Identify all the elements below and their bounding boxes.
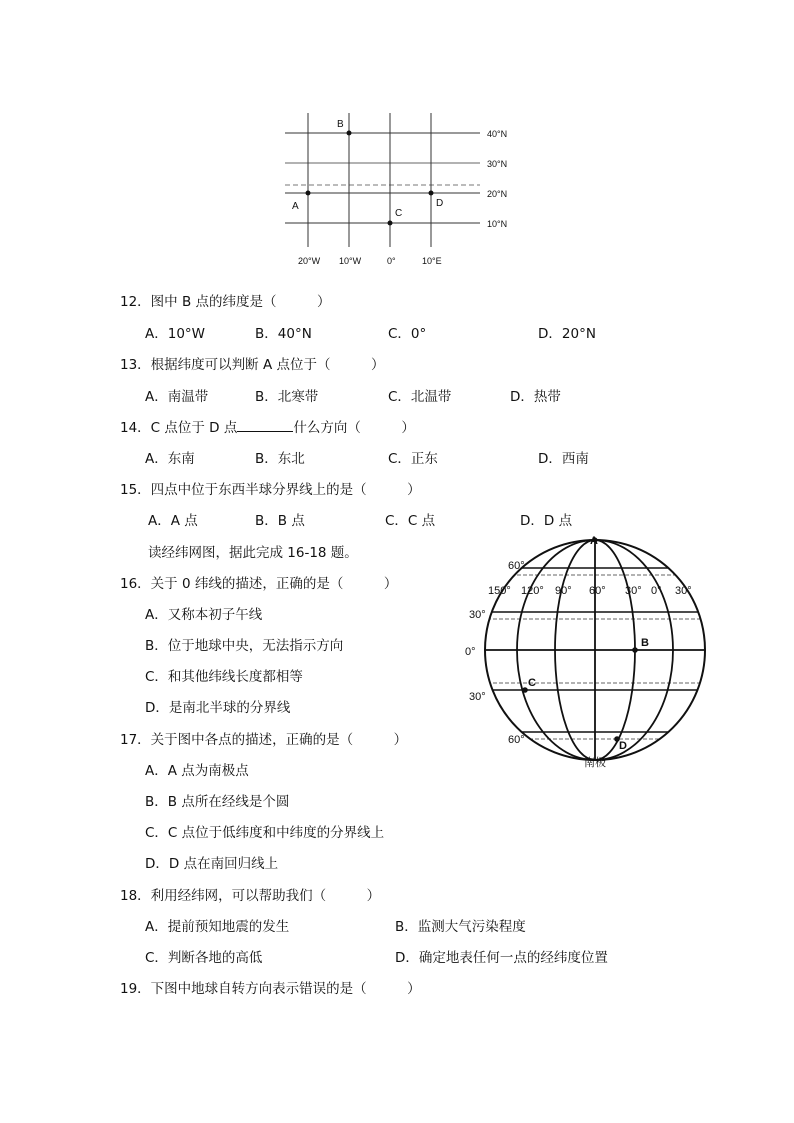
- label-d: D: [436, 198, 444, 209]
- question-14-option-d[interactable]: D．西南: [538, 451, 589, 467]
- lon-label-10e: 10°E: [422, 256, 442, 266]
- question-18-option-c[interactable]: C．判断各地的高低: [145, 950, 263, 966]
- question-12-option-b[interactable]: B．40°N: [255, 326, 312, 342]
- globe-lat-label-30n: 30°: [469, 609, 486, 621]
- question-15-option-d[interactable]: D．D 点: [520, 513, 573, 529]
- question-12-option-d[interactable]: D．20°N: [538, 326, 596, 342]
- globe-lon-label-30b: 30°: [675, 585, 692, 597]
- question-13-option-a[interactable]: A．南温带: [145, 389, 209, 405]
- question-15-option-b[interactable]: B．B 点: [255, 513, 305, 529]
- question-14-option-a[interactable]: A．东南: [145, 451, 195, 467]
- question-18-option-a[interactable]: A．提前预知地震的发生: [145, 919, 290, 935]
- question-16-option-c[interactable]: C．和其他纬线长度都相等: [145, 669, 303, 685]
- question-16-option-b[interactable]: B．位于地球中央，无法指示方向: [145, 638, 344, 654]
- lon-label-0: 0°: [387, 256, 396, 266]
- question-18-stem: 18．利用经纬网，可以帮助我们（ ）: [120, 888, 381, 904]
- question-19-stem: 19．下图中地球自转方向表示错误的是（ ）: [120, 981, 421, 997]
- question-12-option-c[interactable]: C．0°: [388, 326, 427, 342]
- point-d: [429, 191, 434, 196]
- question-12-option-a[interactable]: A．10°W: [145, 326, 206, 342]
- lat-label-30n: 30°N: [487, 159, 508, 169]
- question-18-option-d[interactable]: D．确定地表任何一点的经纬度位置: [395, 950, 608, 966]
- globe-lon-label-90: 90°: [555, 585, 572, 597]
- lat-label-40n: 40°N: [487, 129, 508, 139]
- globe-lon-label-120: 120°: [521, 585, 544, 597]
- question-14-stem-pre: 14．C 点位于 D 点: [120, 420, 238, 436]
- lon-label-20w: 20°W: [298, 256, 321, 266]
- point-a: [306, 191, 311, 196]
- globe-point-c: [522, 687, 528, 693]
- question-17-option-b[interactable]: B．B 点所在经线是个圆: [145, 794, 290, 810]
- point-b: [347, 131, 352, 136]
- lat-label-20n: 20°N: [487, 189, 508, 199]
- question-17-option-a[interactable]: A．A 点为南极点: [145, 763, 249, 779]
- label-c: C: [395, 208, 403, 219]
- question-14-option-b[interactable]: B．东北: [255, 451, 305, 467]
- point-c: [388, 221, 393, 226]
- grid-map: [280, 105, 540, 270]
- question-15-option-c[interactable]: C．C 点: [385, 513, 436, 529]
- question-12-stem: 12．图中 B 点的纬度是（ ）: [120, 294, 331, 310]
- globe-lon-label-150: 150°: [488, 585, 511, 597]
- question-14-stem-post: 什么方向（ ）: [293, 420, 415, 436]
- question-13-option-d[interactable]: D．热带: [510, 389, 561, 405]
- globe-map: [455, 530, 715, 775]
- question-14-option-c[interactable]: C．正东: [388, 451, 438, 467]
- globe-label-south-pole: 南极: [584, 757, 606, 769]
- question-13-stem: 13．根据纬度可以判断 A 点位于（ ）: [120, 357, 385, 373]
- question-17-stem: 17．关于图中各点的描述，正确的是（ ）: [120, 732, 408, 748]
- globe-lon-label-0: 0°: [651, 585, 662, 597]
- globe-lon-label-60: 60°: [589, 585, 606, 597]
- globe-lat-label-30s: 30°: [469, 691, 486, 703]
- question-16-stem: 16．关于 0 纬线的描述，正确的是（ ）: [120, 576, 398, 592]
- globe-lat-label-60n: 60°: [508, 560, 525, 572]
- question-13-option-c[interactable]: C．北温带: [388, 389, 452, 405]
- lat-label-10n: 10°N: [487, 219, 508, 229]
- globe-label-c: C: [528, 677, 536, 689]
- question-14-blank[interactable]: [237, 419, 293, 432]
- question-14-stem: [120, 416, 415, 436]
- globe-lat-label-60s: 60°: [508, 734, 525, 746]
- intro-16-18: 读经纬网图，据此完成 16-18 题。: [148, 545, 358, 561]
- lon-label-10w: 10°W: [339, 256, 362, 266]
- label-b: B: [337, 119, 344, 130]
- globe-label-b: B: [641, 637, 649, 649]
- question-17-option-c[interactable]: C．C 点位于低纬度和中纬度的分界线上: [145, 825, 385, 841]
- question-16-option-d[interactable]: D．是南北半球的分界线: [145, 700, 291, 716]
- globe-lon-label-30a: 30°: [625, 585, 642, 597]
- globe-lat-label-0: 0°: [465, 646, 476, 658]
- globe-label-d: D: [619, 740, 627, 752]
- question-16-option-a[interactable]: A．又称本初子午线: [145, 607, 263, 623]
- question-15-option-a[interactable]: A．A 点: [148, 513, 198, 529]
- question-17-option-d[interactable]: D．D 点在南回归线上: [145, 856, 279, 872]
- label-a: A: [292, 201, 299, 212]
- question-15-stem: 15．四点中位于东西半球分界线上的是（ ）: [120, 482, 421, 498]
- globe-point-b: [632, 647, 638, 653]
- question-13-option-b[interactable]: B．北寒带: [255, 389, 319, 405]
- question-18-option-b[interactable]: B．监测大气污染程度: [395, 919, 526, 935]
- globe-label-a: A: [590, 535, 598, 547]
